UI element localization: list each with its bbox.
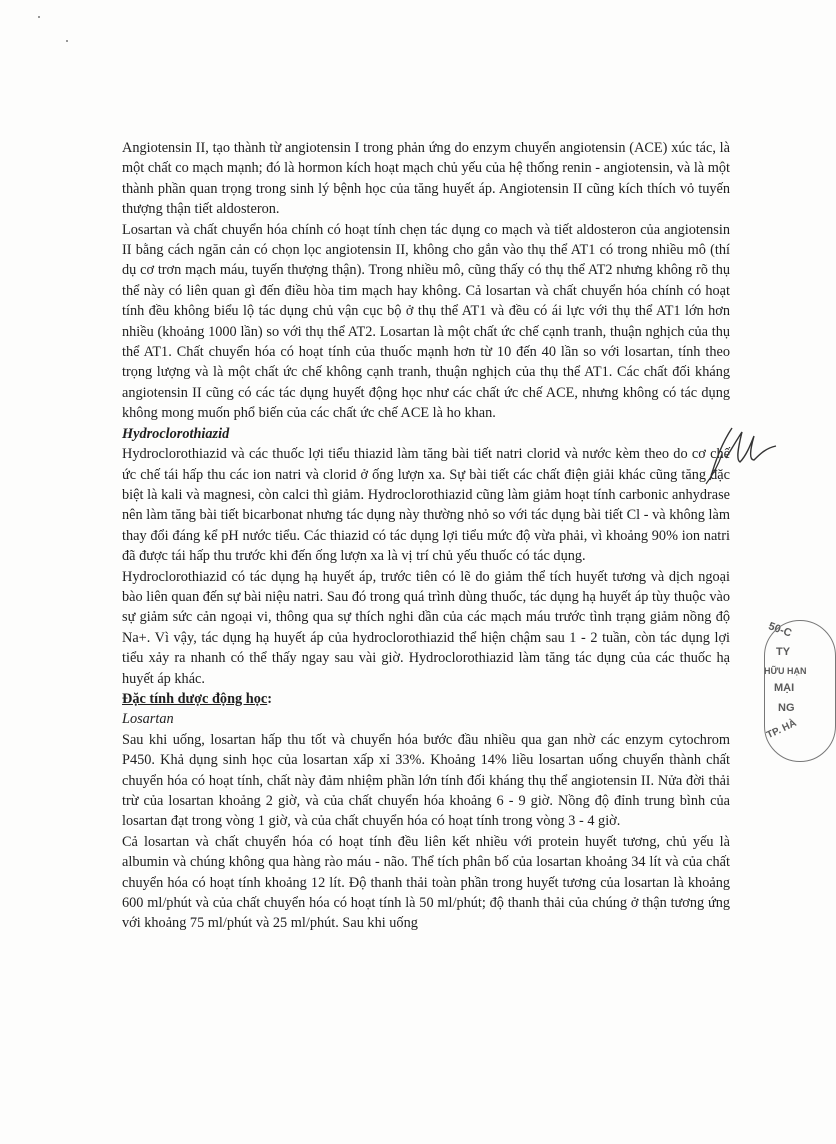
document-body	[122, 138, 730, 934]
scan-speck	[66, 40, 68, 42]
stamp-line: MẠI	[774, 682, 795, 694]
paragraph-angiotensin: Angiotensin II, tạo thành từ angiotensin I trong phản ứng do enzym chuyển angiotensin (ACE) xúc tác, là một chất co mạch mạnh; đó là hormon kích hoạt mạch chủ yếu của hệ thống renin - angiotensin, và là một thành phần quan trọng trong sinh lý bệnh học của tăng huyết áp. Angiotensin II cũng kích thích vỏ tuyến thượng thận tiết aldosteron.	[122, 140, 730, 218]
paragraph-hctz-diuretic: Hydroclorothiazid và các thuốc lợi tiểu thiazid làm tăng bài tiết natri clorid và nước kèm theo do cơ chế ức chế tái hấp thu các ion natri và clorid ở ống lượn xa. Sự bài tiết các chất điện giải khác cũng tăng đặc biệt là kali và magnesi, còn calci thì giảm. Hydroclorothiazid cũng làm giảm hoạt tính carbonic anhydrase nên làm tăng bài tiết bicarbonat nhưng tác dụng này thường nhỏ so với tác dụng bài tiết Cl - và không làm thay đổi đáng kể pH nước tiểu. Các thiazid có tác dụng lợi tiểu mức độ vừa phải, vì khoảng 90% ion natri đã được tái hấp thu trước khi đến ống lượn xa là vị trí chủ yếu thuốc có tác dụng.	[122, 446, 730, 565]
stamp-line: TY	[776, 646, 791, 658]
scan-speck	[38, 16, 40, 18]
heading-pharmacokinetics	[122, 689, 730, 709]
stamp-line: NG	[778, 702, 795, 714]
subheading-losartan: Losartan	[122, 711, 174, 728]
signature-mark	[702, 418, 782, 488]
stamp-line: HỮU HẠN	[764, 666, 807, 676]
heading-pharmacokinetics-colon: :	[267, 690, 272, 707]
paragraph-losartan-distribution: Cả losartan và chất chuyển hóa có hoạt tính đều liên kết nhiều với protein huyết tương, chủ yếu là albumin và chúng không qua hàng rào máu - não. Thể tích phân bố của losartan khoảng 34 lít và của chất chuyển hóa có hoạt tính khoảng 12 lít. Độ thanh thải toàn phần trong huyết tương của losartan là khoảng 600 ml/phút và của chất chuyển hóa có hoạt tính là 50 ml/phút; độ thanh thải của chúng ở thận tương ứng với khoảng 75 ml/phút và 25 ml/phút. Sau khi uống	[122, 833, 730, 932]
stamp-line: TP. HÀ	[765, 717, 799, 742]
heading-hydroclorothiazid: Hydroclorothiazid	[122, 425, 230, 442]
paragraph-losartan-absorption: Sau khi uống, losartan hấp thu tốt và chuyển hóa bước đầu nhiều qua gan nhờ các enzym cytochrom P450. Khả dụng sinh học của losartan xấp xỉ 33%. Khoảng 14% liều losartan uống chuyển thành chất chuyển hóa có hoạt tính, chất này đảm nhiệm phần lớn tính đối kháng thụ thể angiotensin II. Nửa đời thải trừ của losartan khoảng 2 giờ, và của chất chuyển hóa khoảng 6 - 9 giờ. Nồng độ đỉnh trung bình của losartan đạt trong vòng 1 giờ, và của chất chuyển hóa có hoạt tính trong vòng 3 - 4 giờ.	[122, 731, 730, 830]
stamp-line: 50-C	[766, 620, 794, 640]
company-stamp	[760, 620, 807, 770]
heading-pharmacokinetics-text: Đặc tính dược động học	[122, 690, 268, 707]
stamp-ring	[764, 620, 836, 762]
paragraph-losartan-mechanism: Losartan và chất chuyển hóa chính có hoạt tính chẹn tác dụng co mạch và tiết aldosteron của angiotensin II bằng cách ngăn cản có chọn lọc angiotensin II, không cho gắn vào thụ thể AT1 có trong nhiều mô (thí dụ cơ trơn mạch máu, tuyến thượng thận). Trong nhiều mô, cũng thấy có thụ thể AT2 nhưng không rõ thụ thể này có liên quan gì đến điều hòa tim mạch hay không. Cả losartan và chất chuyển hóa chính có hoạt tính đều không biểu lộ tác dụng chủ vận cục bộ ở thụ thể AT1 và đều có ái lực với thụ thể AT1 lớn hơn nhiều (khoảng 1000 lần) so với thụ thể AT2. Losartan là một chất ức chế cạnh tranh, thuận nghịch của thụ thể AT1. Chất chuyển hóa có hoạt tính của thuốc mạnh hơn từ 10 đến 40 lần so với losartan, tính theo trọng lượng và là một chất ức chế không cạnh tranh, thuận nghịch của thụ thể AT1. Các chất đối kháng angiotensin II cũng có các tác dụng huyết động học như các chất ức chế ACE, nhưng không có tác dụng không mong muốn phổ biến của các chất ức chế ACE là ho khan.	[122, 221, 730, 422]
paragraph-hctz-antihypertensive: Hydroclorothiazid có tác dụng hạ huyết áp, trước tiên có lẽ do giảm thể tích huyết tương và dịch ngoại bào liên quan đến sự bài niệu natri. Sau đó trong quá trình dùng thuốc, tác dụng hạ huyết áp tùy thuộc vào sự giảm sức cản ngoại vi, thông qua sự thích nghi dần của các mạch máu trước tình trạng giảm nồng độ Na+. Vì vậy, tác dụng hạ huyết áp của hydroclorothiazid thể hiện chậm sau 1 - 2 tuần, còn tác dụng lợi tiểu xảy ra nhanh có thể thấy ngay sau vài giờ. Hydroclorothiazid làm tăng tác dụng của các thuốc hạ huyết áp khác.	[122, 568, 730, 687]
